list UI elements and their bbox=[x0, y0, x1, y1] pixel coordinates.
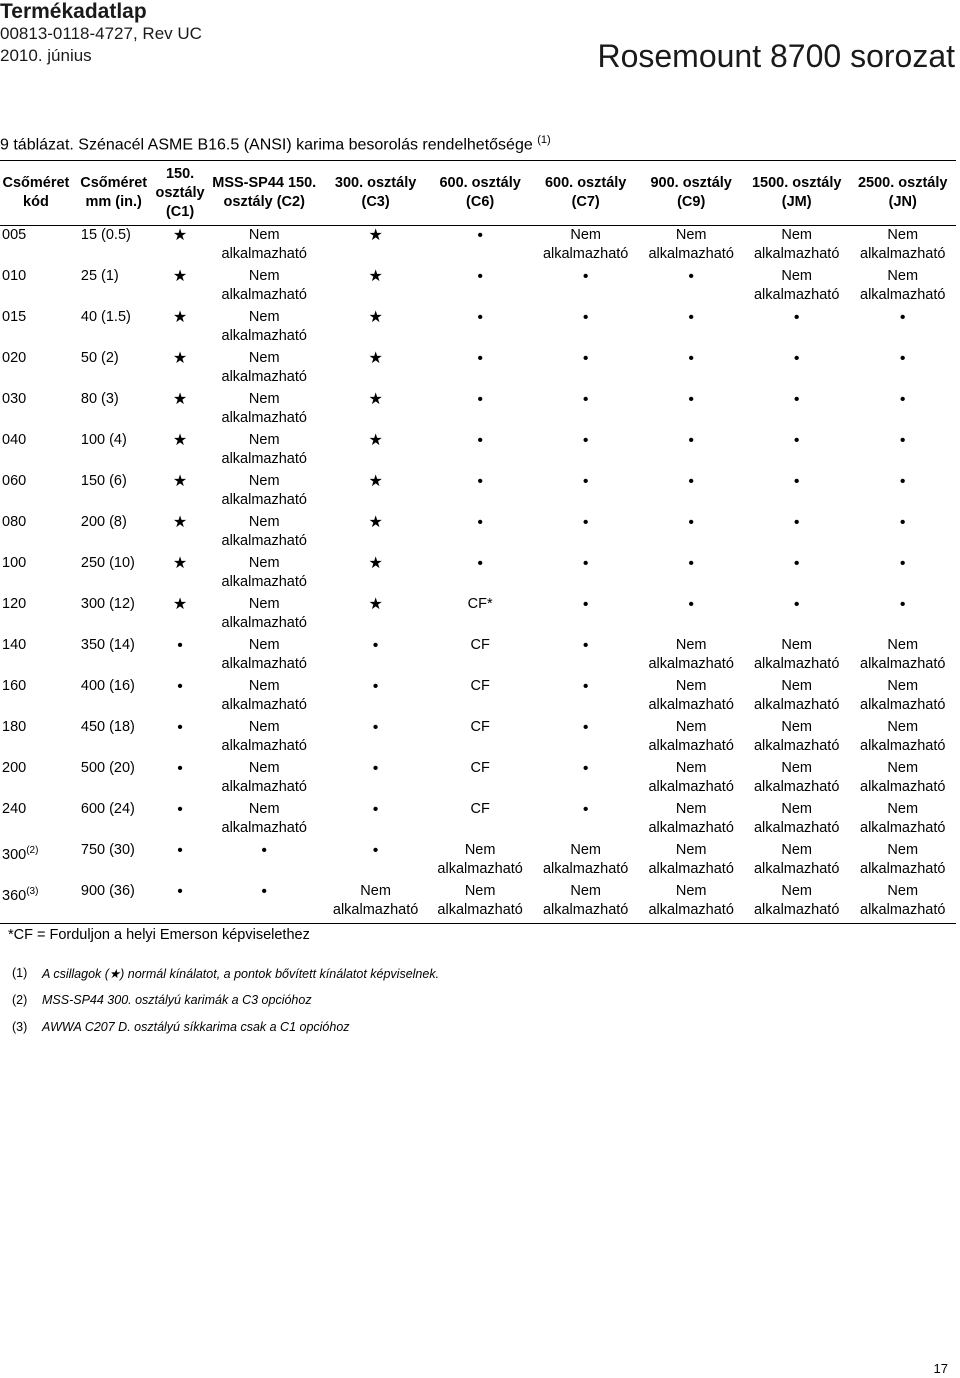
extended-offering-dot: • bbox=[261, 883, 268, 900]
extended-offering-dot: • bbox=[582, 432, 589, 449]
extended-offering-dot: • bbox=[793, 391, 800, 408]
column-header: Csőméret mm (in.) bbox=[80, 175, 148, 210]
rating-cell: Nem alkalmazható bbox=[648, 883, 734, 918]
table-row bbox=[0, 554, 956, 595]
doc-number: 00813-0118-4727, Rev UC bbox=[0, 24, 202, 43]
code-value: 015 bbox=[2, 309, 27, 325]
pipe-size-code bbox=[0, 882, 72, 924]
rating-cell: Nem alkalmazható bbox=[542, 842, 629, 877]
footnote-ref: (3) bbox=[26, 886, 39, 897]
pipe-size-code bbox=[0, 636, 72, 677]
pipe-size: 15 (0.5) bbox=[80, 227, 131, 243]
extended-offering-dot: • bbox=[261, 842, 268, 859]
pipe-size-code bbox=[0, 226, 72, 268]
column-header: MSS-SP44 150. osztály (C2) bbox=[212, 175, 317, 210]
column-header: 2500. osztály (JN) bbox=[857, 175, 948, 210]
footnote-item bbox=[12, 1020, 439, 1047]
standard-offering-star: ★ bbox=[368, 432, 383, 449]
doc-type-title: Termékadatlap bbox=[0, 0, 147, 23]
extended-offering-dot: • bbox=[477, 227, 483, 244]
rating-cell: Nem alkalmazható bbox=[860, 678, 946, 713]
extended-offering-dot: • bbox=[688, 391, 694, 408]
rating-cell: Nem alkalmazható bbox=[753, 637, 840, 672]
extended-offering-dot: • bbox=[477, 309, 483, 326]
rating-cell: Nem alkalmazható bbox=[221, 432, 307, 467]
extended-offering-dot: • bbox=[177, 678, 183, 695]
extended-offering-dot: • bbox=[372, 801, 379, 818]
rating-cell: CF bbox=[470, 801, 490, 817]
table-row bbox=[0, 759, 956, 800]
table-row bbox=[0, 431, 956, 472]
rating-cell: Nem alkalmazható bbox=[753, 268, 840, 303]
code-value: 100 bbox=[2, 555, 27, 571]
pipe-size: 600 (24) bbox=[80, 801, 135, 817]
rating-cell: Nem alkalmazható bbox=[221, 268, 307, 303]
rating-cell: Nem alkalmazható bbox=[648, 719, 734, 754]
rating-cell: Nem alkalmazható bbox=[860, 760, 946, 795]
pipe-size-code bbox=[0, 267, 72, 308]
code-value: 010 bbox=[2, 268, 27, 284]
caption-footnote-ref: (1) bbox=[537, 134, 551, 146]
rating-cell: Nem alkalmazható bbox=[648, 842, 734, 877]
rating-cell: Nem alkalmazható bbox=[753, 842, 840, 877]
footnote-text: A csillagok (★) normál kínálatot, a pontok bővített kínálatot képviselnek. bbox=[42, 967, 440, 981]
extended-offering-dot: • bbox=[582, 309, 589, 326]
extended-offering-dot: • bbox=[688, 514, 694, 531]
table-row bbox=[0, 800, 956, 841]
extended-offering-dot: • bbox=[477, 391, 483, 408]
code-value: 060 bbox=[2, 473, 27, 489]
pipe-size-code bbox=[0, 390, 72, 431]
standard-offering-star: ★ bbox=[368, 514, 383, 531]
extended-offering-dot: • bbox=[582, 268, 589, 285]
table-row bbox=[0, 226, 956, 268]
page-number: 17 bbox=[933, 1361, 948, 1376]
extended-offering-dot: • bbox=[582, 596, 589, 613]
code-value: 300 bbox=[2, 846, 27, 863]
pipe-size-code bbox=[0, 513, 72, 554]
pipe-size: 300 (12) bbox=[80, 596, 135, 612]
pipe-size-code bbox=[0, 554, 72, 595]
pipe-size-code bbox=[0, 431, 72, 472]
extended-offering-dot: • bbox=[477, 268, 483, 285]
rating-cell: Nem alkalmazható bbox=[753, 760, 840, 795]
extended-offering-dot: • bbox=[899, 473, 906, 490]
rating-cell: Nem alkalmazható bbox=[221, 514, 307, 549]
extended-offering-dot: • bbox=[688, 555, 694, 572]
standard-offering-star: ★ bbox=[172, 432, 188, 449]
standard-offering-star: ★ bbox=[172, 596, 188, 613]
extended-offering-dot: • bbox=[582, 514, 589, 531]
rating-cell: Nem alkalmazható bbox=[221, 596, 307, 631]
code-value: 180 bbox=[2, 719, 27, 735]
extended-offering-dot: • bbox=[177, 719, 183, 736]
extended-offering-dot: • bbox=[477, 514, 483, 531]
pipe-size-code bbox=[0, 759, 72, 800]
extended-offering-dot: • bbox=[899, 596, 906, 613]
rating-cell: Nem alkalmazható bbox=[221, 760, 307, 795]
standard-offering-star: ★ bbox=[368, 391, 383, 408]
pipe-size: 40 (1.5) bbox=[80, 309, 131, 325]
code-value: 360 bbox=[2, 887, 27, 904]
rating-cell: Nem alkalmazható bbox=[753, 801, 840, 836]
extended-offering-dot: • bbox=[582, 678, 589, 695]
extended-offering-dot: • bbox=[477, 473, 483, 490]
footnote-number: (2) bbox=[12, 993, 28, 1007]
pipe-size: 750 (30) bbox=[80, 842, 135, 858]
extended-offering-dot: • bbox=[177, 883, 183, 900]
product-series-title: Rosemount 8700 sorozat bbox=[597, 38, 955, 74]
pipe-size-code bbox=[0, 472, 72, 513]
pipe-size-code bbox=[0, 308, 72, 349]
rating-cell: Nem alkalmazható bbox=[753, 883, 840, 918]
extended-offering-dot: • bbox=[793, 350, 800, 367]
code-value: 140 bbox=[2, 637, 27, 653]
extended-offering-dot: • bbox=[582, 719, 589, 736]
pipe-size: 400 (16) bbox=[80, 678, 135, 694]
standard-offering-star: ★ bbox=[368, 596, 383, 613]
rating-cell: Nem alkalmazható bbox=[221, 801, 307, 836]
footnote-number: (1) bbox=[12, 966, 28, 980]
extended-offering-dot: • bbox=[688, 596, 694, 613]
rating-cell: Nem alkalmazható bbox=[221, 350, 307, 385]
rating-cell: Nem alkalmazható bbox=[221, 473, 307, 508]
footnote-item bbox=[12, 966, 439, 993]
column-header: 1500. osztály (JM) bbox=[751, 175, 842, 210]
standard-offering-star: ★ bbox=[368, 350, 383, 367]
pipe-size: 100 (4) bbox=[80, 432, 127, 448]
extended-offering-dot: • bbox=[177, 637, 183, 654]
pipe-size: 25 (1) bbox=[80, 268, 119, 284]
extended-offering-dot: • bbox=[177, 760, 183, 777]
rating-cell: Nem alkalmazható bbox=[860, 637, 946, 672]
extended-offering-dot: • bbox=[372, 842, 379, 859]
pipe-size: 150 (6) bbox=[80, 473, 127, 489]
pipe-size-code bbox=[0, 677, 72, 718]
table-row bbox=[0, 472, 956, 513]
extended-offering-dot: • bbox=[899, 555, 906, 572]
rating-cell: Nem alkalmazható bbox=[860, 801, 946, 836]
extended-offering-dot: • bbox=[688, 309, 694, 326]
table-row bbox=[0, 841, 956, 882]
code-value: 020 bbox=[2, 350, 27, 366]
extended-offering-dot: • bbox=[899, 514, 906, 531]
pipe-size-code bbox=[0, 800, 72, 841]
extended-offering-dot: • bbox=[899, 391, 906, 408]
extended-offering-dot: • bbox=[372, 760, 379, 777]
pipe-size: 500 (20) bbox=[80, 760, 135, 776]
extended-offering-dot: • bbox=[477, 555, 483, 572]
pipe-size: 80 (3) bbox=[80, 391, 119, 407]
document-header bbox=[0, 0, 202, 67]
rating-cell: Nem alkalmazható bbox=[753, 678, 840, 713]
code-value: 040 bbox=[2, 432, 27, 448]
table-row bbox=[0, 267, 956, 308]
footnote-text: AWWA C207 D. osztályú síkkarima csak a C1 opcióhoz bbox=[42, 1020, 350, 1034]
extended-offering-dot: • bbox=[582, 760, 589, 777]
standard-offering-star: ★ bbox=[172, 268, 188, 285]
rating-cell: CF bbox=[470, 719, 490, 735]
code-value: 160 bbox=[2, 678, 27, 694]
extended-offering-dot: • bbox=[582, 350, 589, 367]
extended-offering-dot: • bbox=[177, 842, 183, 859]
column-header: 600. osztály (C6) bbox=[439, 175, 521, 210]
rating-cell: Nem alkalmazható bbox=[860, 227, 946, 262]
extended-offering-dot: • bbox=[582, 391, 589, 408]
doc-date: 2010. június bbox=[0, 46, 92, 65]
rating-cell: Nem alkalmazható bbox=[860, 268, 946, 303]
extended-offering-dot: • bbox=[177, 801, 183, 818]
pipe-size-code bbox=[0, 718, 72, 759]
extended-offering-dot: • bbox=[899, 432, 906, 449]
pipe-size-code bbox=[0, 841, 72, 882]
extended-offering-dot: • bbox=[899, 309, 906, 326]
table-row bbox=[0, 636, 956, 677]
rating-cell: CF bbox=[470, 760, 490, 776]
extended-offering-dot: • bbox=[793, 309, 800, 326]
extended-offering-dot: • bbox=[688, 473, 694, 490]
pipe-size: 900 (36) bbox=[80, 883, 135, 899]
rating-cell: Nem alkalmazható bbox=[437, 842, 523, 877]
table-row bbox=[0, 882, 956, 924]
rating-cell: Nem alkalmazható bbox=[860, 719, 946, 754]
footnotes bbox=[12, 966, 439, 1047]
standard-offering-star: ★ bbox=[172, 514, 188, 531]
column-header: 600. osztály (C7) bbox=[544, 175, 627, 210]
rating-cell: Nem alkalmazható bbox=[542, 227, 629, 262]
rating-cell: Nem alkalmazható bbox=[221, 309, 307, 344]
flange-rating-table bbox=[0, 160, 956, 924]
rating-cell: Nem alkalmazható bbox=[332, 883, 419, 918]
cf-footnote: *CF = Forduljon a helyi Emerson képviselethez bbox=[8, 927, 310, 943]
pipe-size-code bbox=[0, 349, 72, 390]
rating-cell: Nem alkalmazható bbox=[648, 801, 734, 836]
code-value: 080 bbox=[2, 514, 27, 530]
extended-offering-dot: • bbox=[477, 432, 483, 449]
table-row bbox=[0, 677, 956, 718]
standard-offering-star: ★ bbox=[368, 268, 383, 285]
extended-offering-dot: • bbox=[372, 678, 379, 695]
rating-cell: Nem alkalmazható bbox=[221, 391, 307, 426]
standard-offering-star: ★ bbox=[368, 309, 383, 326]
pipe-size: 200 (8) bbox=[80, 514, 127, 530]
standard-offering-star: ★ bbox=[172, 555, 188, 572]
rating-cell: Nem alkalmazható bbox=[648, 637, 734, 672]
column-header: 150. osztály (C1) bbox=[155, 165, 205, 220]
extended-offering-dot: • bbox=[793, 596, 800, 613]
table-header-row bbox=[0, 161, 956, 226]
pipe-size: 350 (14) bbox=[80, 637, 135, 653]
table-row bbox=[0, 349, 956, 390]
table-row bbox=[0, 718, 956, 759]
column-header: Csőméret kód bbox=[2, 175, 70, 210]
pipe-size-code bbox=[0, 595, 72, 636]
table-row bbox=[0, 595, 956, 636]
table-row bbox=[0, 513, 956, 554]
rating-cell: Nem alkalmazható bbox=[221, 678, 307, 713]
table-row bbox=[0, 308, 956, 349]
footnote-ref: (2) bbox=[26, 845, 39, 856]
extended-offering-dot: • bbox=[688, 432, 694, 449]
rating-cell: Nem alkalmazható bbox=[221, 227, 307, 262]
rating-cell: Nem alkalmazható bbox=[753, 227, 840, 262]
rating-cell: Nem alkalmazható bbox=[648, 678, 734, 713]
extended-offering-dot: • bbox=[372, 637, 379, 654]
code-value: 200 bbox=[2, 760, 27, 776]
pipe-size: 450 (18) bbox=[80, 719, 135, 735]
extended-offering-dot: • bbox=[688, 350, 694, 367]
standard-offering-star: ★ bbox=[172, 309, 188, 326]
rating-cell: Nem alkalmazható bbox=[860, 883, 946, 918]
extended-offering-dot: • bbox=[582, 473, 589, 490]
standard-offering-star: ★ bbox=[172, 391, 188, 408]
rating-cell: Nem alkalmazható bbox=[221, 719, 307, 754]
extended-offering-dot: • bbox=[372, 719, 379, 736]
footnote-item bbox=[12, 993, 439, 1020]
rating-cell: CF bbox=[470, 678, 490, 694]
caption-text: 9 táblázat. Szénacél ASME B16.5 (ANSI) karima besorolás rendelhetősége bbox=[0, 136, 533, 154]
code-value: 120 bbox=[2, 596, 27, 612]
pipe-size: 250 (10) bbox=[80, 555, 135, 571]
footnote-number: (3) bbox=[12, 1020, 28, 1034]
standard-offering-star: ★ bbox=[172, 227, 188, 244]
table-caption bbox=[0, 134, 551, 154]
rating-cell: Nem alkalmazható bbox=[860, 842, 946, 877]
extended-offering-dot: • bbox=[582, 555, 589, 572]
extended-offering-dot: • bbox=[793, 555, 800, 572]
rating-cell: Nem alkalmazható bbox=[437, 883, 523, 918]
extended-offering-dot: • bbox=[793, 473, 800, 490]
rating-cell: Nem alkalmazható bbox=[221, 555, 307, 590]
standard-offering-star: ★ bbox=[172, 473, 188, 490]
extended-offering-dot: • bbox=[793, 514, 800, 531]
table-row bbox=[0, 390, 956, 431]
footnote-text: MSS-SP44 300. osztályú karimák a C3 opcióhoz bbox=[42, 993, 312, 1007]
code-value: 240 bbox=[2, 801, 27, 817]
rating-cell: CF* bbox=[467, 596, 493, 612]
rating-cell: Nem alkalmazható bbox=[648, 227, 734, 262]
column-header: 900. osztály (C9) bbox=[650, 175, 732, 210]
extended-offering-dot: • bbox=[793, 432, 800, 449]
standard-offering-star: ★ bbox=[368, 555, 383, 572]
column-header: 300. osztály (C3) bbox=[334, 175, 417, 210]
extended-offering-dot: • bbox=[899, 350, 906, 367]
code-value: 005 bbox=[2, 227, 27, 243]
extended-offering-dot: • bbox=[477, 350, 483, 367]
extended-offering-dot: • bbox=[582, 637, 589, 654]
extended-offering-dot: • bbox=[688, 268, 694, 285]
rating-cell: CF bbox=[470, 637, 490, 653]
code-value: 030 bbox=[2, 391, 27, 407]
standard-offering-star: ★ bbox=[368, 227, 383, 244]
rating-cell: Nem alkalmazható bbox=[648, 760, 734, 795]
rating-cell: Nem alkalmazható bbox=[753, 719, 840, 754]
rating-cell: Nem alkalmazható bbox=[542, 883, 629, 918]
standard-offering-star: ★ bbox=[172, 350, 188, 367]
standard-offering-star: ★ bbox=[368, 473, 383, 490]
pipe-size: 50 (2) bbox=[80, 350, 119, 366]
extended-offering-dot: • bbox=[582, 801, 589, 818]
rating-cell: Nem alkalmazható bbox=[221, 637, 307, 672]
